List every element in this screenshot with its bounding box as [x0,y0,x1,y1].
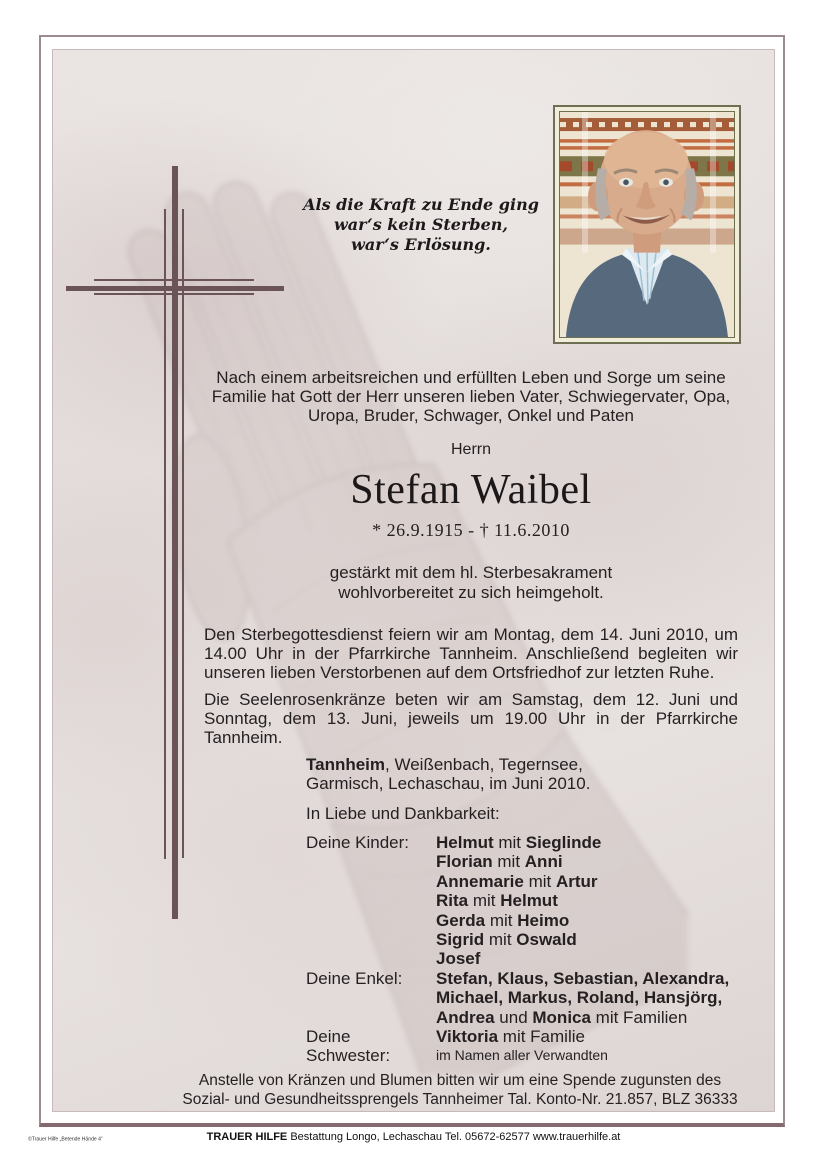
kinder-entry [436,891,768,910]
funeral-home-footer [0,1131,827,1143]
kind-mit: mit [492,852,525,872]
print-copyright: ©Trauer Hilfe „Betende Hände 4“ [28,1137,103,1143]
enkel-line-3 [436,1008,768,1027]
kind-name: Sigrid [436,930,485,950]
kind-partner: Helmut [500,891,558,911]
memorial-quote [171,195,671,255]
memorial-cross-vertical-thin-left [164,209,166,859]
donation-note [153,1071,767,1109]
schwester-name: Viktoria [436,1027,499,1047]
kind-name: Rita [436,891,469,911]
donation-line-1: Anstelle von Kränzen und Blumen bitten wir um eine Spende zugunsten des [198,1072,722,1089]
enkel-und: und [494,1007,533,1027]
deceased-name: Stefan Waibel [350,467,592,513]
kinder-entry [436,833,768,852]
card-panel [52,49,775,1112]
kind-mit: mit [468,891,501,911]
kind-name: Gerda [436,910,486,930]
funeral-home-info: Bestattung Longo, Lechaschau Tel. 05672-62577 www.trauerhilfe.at [287,1131,621,1143]
enkel-name: Monica [532,1007,591,1027]
kind-name: Josef [436,949,481,969]
salutation: Herrn [450,441,491,458]
family-row-schwester [306,1027,768,1066]
donation-line-2: Sozial- und Gesundheitssprengels Tannheimer Tal. Konto-Nr. 21.857, BLZ 36333 [182,1091,738,1108]
kind-mit: mit [485,910,518,930]
family-section [306,833,768,1066]
memorial-cross-horizontal-thin-bottom [94,293,254,295]
family-schwester-entry [436,1027,768,1066]
kind-partner: Artur [555,871,598,891]
places-block [306,755,590,793]
kinder-entry [436,911,768,930]
kind-partner: Anni [524,852,563,872]
sacrament-line-1: gestärkt mit dem hl. Sterbesakrament [329,563,613,582]
quote-line-1: Als die Kraft zu Ende ging [303,195,539,214]
enkel-families: mit Familien [590,1007,688,1027]
intro-paragraph: Nach einem arbeitsreichen und erfüllten Leben und Sorge um seine Familie hat Gott der Herr unseren lieben Vater, Schwiegervater, Opa, Uropa, Bruder, Schwager, Onkel und Paten [211,368,731,425]
family-label-kinder: Deine Kinder: [306,833,410,852]
gratitude-line: In Liebe und Dankbarkeit: [306,804,500,823]
kind-partner: Heimo [517,910,570,930]
memorial-cross-vertical-thin-right [182,209,184,858]
kind-mit: mit [523,871,556,891]
enkel-line-2: Michael, Markus, Roland, Hansjörg, [436,988,723,1008]
enkel-line-1: Stefan, Klaus, Sebastian, Alexandra, [436,968,730,988]
places-rest: , Weißenbach, Tegernsee, [385,755,583,774]
family-label-enkel: Deine Enkel: [306,968,403,988]
kinder-entry [436,949,768,968]
life-dates: * 26.9.1915 - † 11.6.2010 [372,520,570,540]
family-enkel-list [436,969,768,1027]
places-town-bold: Tannheim [306,755,386,774]
kind-mit: mit [493,833,526,852]
kind-name: Annemarie [436,871,524,891]
memorial-cross-horizontal-thin-top [94,279,254,281]
kinder-entry [436,930,768,949]
kinder-entry [436,852,768,871]
kind-mit: mit [484,930,517,950]
memorial-cross-horizontal-thick [66,286,284,291]
quote-line-2: war‘s kein Sterben, [334,215,508,234]
schwester-mit-familie: mit Familie [498,1027,585,1047]
places-line-1 [306,755,590,774]
rosary-paragraph: Die Seelenrosenkränze beten wir am Samstag, dem 12. Juni und Sonntag, dem 13. Juni, jeweils um 19.00 Uhr in der Pfarrkirche Tannheim. [204,690,738,747]
kind-partner: Oswald [516,930,577,950]
kinder-entry [436,872,768,891]
family-kinder-list [436,833,768,969]
funeral-home-brand: TRAUER HILFE [206,1131,288,1143]
sacrament-line-2: wohlvorbereitet zu sich heimgeholt. [338,583,604,602]
quote-line-3: war‘s Erlösung. [351,235,491,254]
places-line-2: Garmisch, Lechaschau, im Juni 2010. [306,774,591,793]
family-row-enkel [306,969,768,1027]
enkel-name: Andrea [436,1007,495,1027]
sacrament-note [204,563,738,603]
kind-name: Florian [436,852,493,872]
kind-partner: Sieglinde [525,833,602,852]
kind-name: Helmut [436,833,494,852]
schwester-line [436,1027,768,1046]
relatives-note: im Namen aller Verwandten [436,1047,608,1064]
service-paragraph: Den Sterbegottesdienst feiern wir am Montag, dem 14. Juni 2010, um 14.00 Uhr in der Pfarrkirche Tannheim. Anschließend begleiten wir unseren lieben Verstorbenen auf dem Ortsfriedhof zur letzten Ruhe. [204,625,738,682]
family-row-kinder [306,833,768,969]
family-label-schwester: Deine Schwester: [306,1027,391,1066]
